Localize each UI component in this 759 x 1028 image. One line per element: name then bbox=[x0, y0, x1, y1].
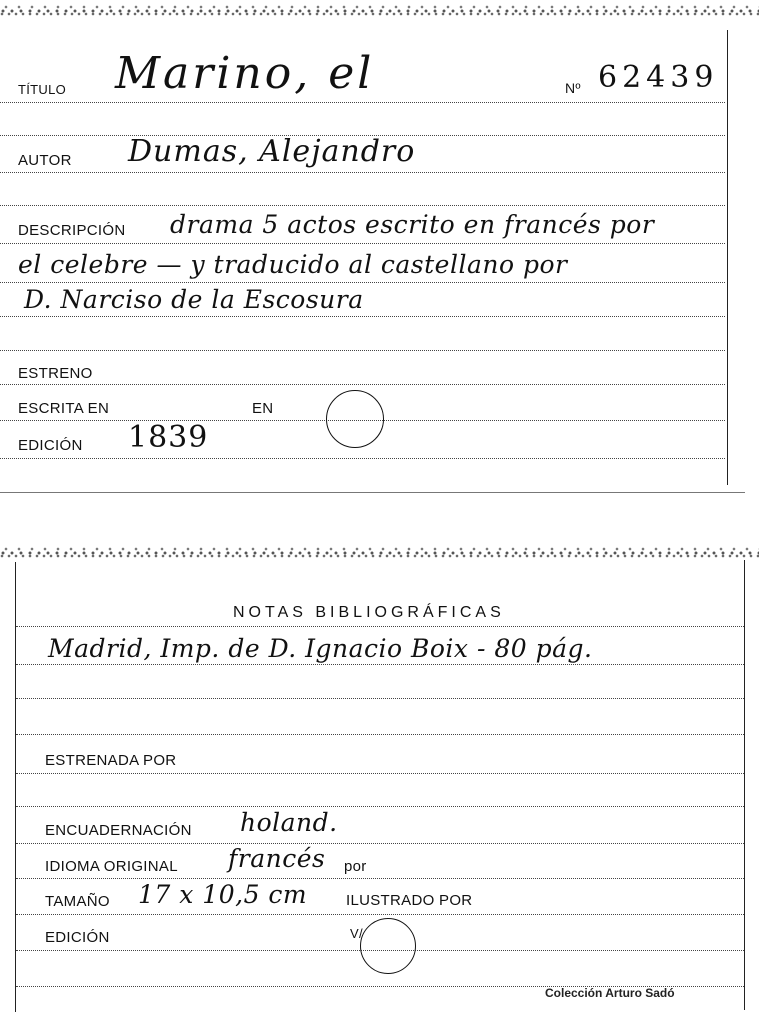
rule-line bbox=[0, 384, 725, 385]
descripcion-line-1: drama 5 actos escrito en francés por bbox=[170, 210, 655, 239]
catalog-card-back bbox=[0, 540, 759, 1028]
card-right-border bbox=[744, 560, 745, 1010]
v-label: V/ bbox=[350, 926, 363, 941]
rule-line bbox=[16, 806, 744, 807]
descripcion-line-2: el celebre — y traducido al castellano por bbox=[18, 250, 568, 279]
edicion-label: EDICIÓN bbox=[45, 929, 110, 946]
punch-hole-icon bbox=[326, 390, 384, 448]
rule-line bbox=[0, 350, 725, 351]
card-left-border bbox=[15, 562, 16, 1012]
torn-top-edge bbox=[0, 546, 759, 560]
rule-line bbox=[0, 243, 725, 244]
numero-value: 62439 bbox=[598, 60, 719, 95]
card-bottom-edge bbox=[0, 492, 745, 493]
rule-line bbox=[16, 698, 744, 699]
autor-value: Dumas, Alejandro bbox=[128, 134, 416, 169]
estreno-label: ESTRENO bbox=[18, 365, 93, 382]
numero-label: Nº bbox=[565, 80, 581, 96]
descripcion-label: DESCRIPCIÓN bbox=[18, 222, 126, 239]
card-right-border bbox=[727, 30, 728, 485]
rule-line bbox=[16, 773, 744, 774]
rule-line bbox=[0, 458, 725, 459]
rule-line bbox=[0, 172, 725, 173]
torn-top-edge bbox=[0, 4, 759, 18]
tamano-value: 17 x 10,5 cm bbox=[138, 880, 308, 909]
rule-line bbox=[16, 664, 744, 665]
encuadernacion-value: holand. bbox=[240, 808, 338, 837]
idioma-label: IDIOMA ORIGINAL bbox=[45, 858, 178, 875]
titulo-value: Marino, el bbox=[115, 48, 375, 99]
notas-header: NOTAS BIBLIOGRÁFICAS bbox=[233, 604, 505, 621]
punch-hole-icon bbox=[360, 918, 416, 974]
descripcion-line-3: D. Narciso de la Escosura bbox=[24, 285, 364, 314]
rule-line bbox=[16, 878, 744, 879]
rule-line bbox=[0, 205, 725, 206]
rule-line bbox=[0, 316, 725, 317]
ilustrado-label: ILUSTRADO POR bbox=[346, 892, 473, 909]
estrenada-label: ESTRENADA POR bbox=[45, 752, 177, 769]
escrita-en-label: ESCRITA EN bbox=[18, 400, 110, 417]
edicion-label: EDICIÓN bbox=[18, 437, 83, 454]
notas-value: Madrid, Imp. de D. Ignacio Boix - 80 pág. bbox=[48, 634, 593, 663]
por-label: por bbox=[344, 858, 367, 875]
coleccion-footer: Colección Arturo Sadó bbox=[545, 986, 675, 1000]
rule-line bbox=[16, 914, 744, 915]
rule-line bbox=[0, 282, 725, 283]
titulo-label: TÍTULO bbox=[18, 82, 67, 97]
encuadernacion-label: ENCUADERNACIÓN bbox=[45, 822, 192, 839]
catalog-card-front bbox=[0, 0, 759, 500]
tamano-label: TAMAÑO bbox=[45, 893, 110, 910]
rule-line bbox=[16, 734, 744, 735]
edicion-value: 1839 bbox=[128, 420, 209, 455]
rule-line bbox=[0, 102, 725, 103]
rule-line bbox=[16, 843, 744, 844]
rule-line bbox=[16, 626, 744, 627]
autor-label: AUTOR bbox=[18, 152, 72, 169]
idioma-value: francés bbox=[228, 844, 326, 873]
en-label: EN bbox=[252, 400, 274, 417]
